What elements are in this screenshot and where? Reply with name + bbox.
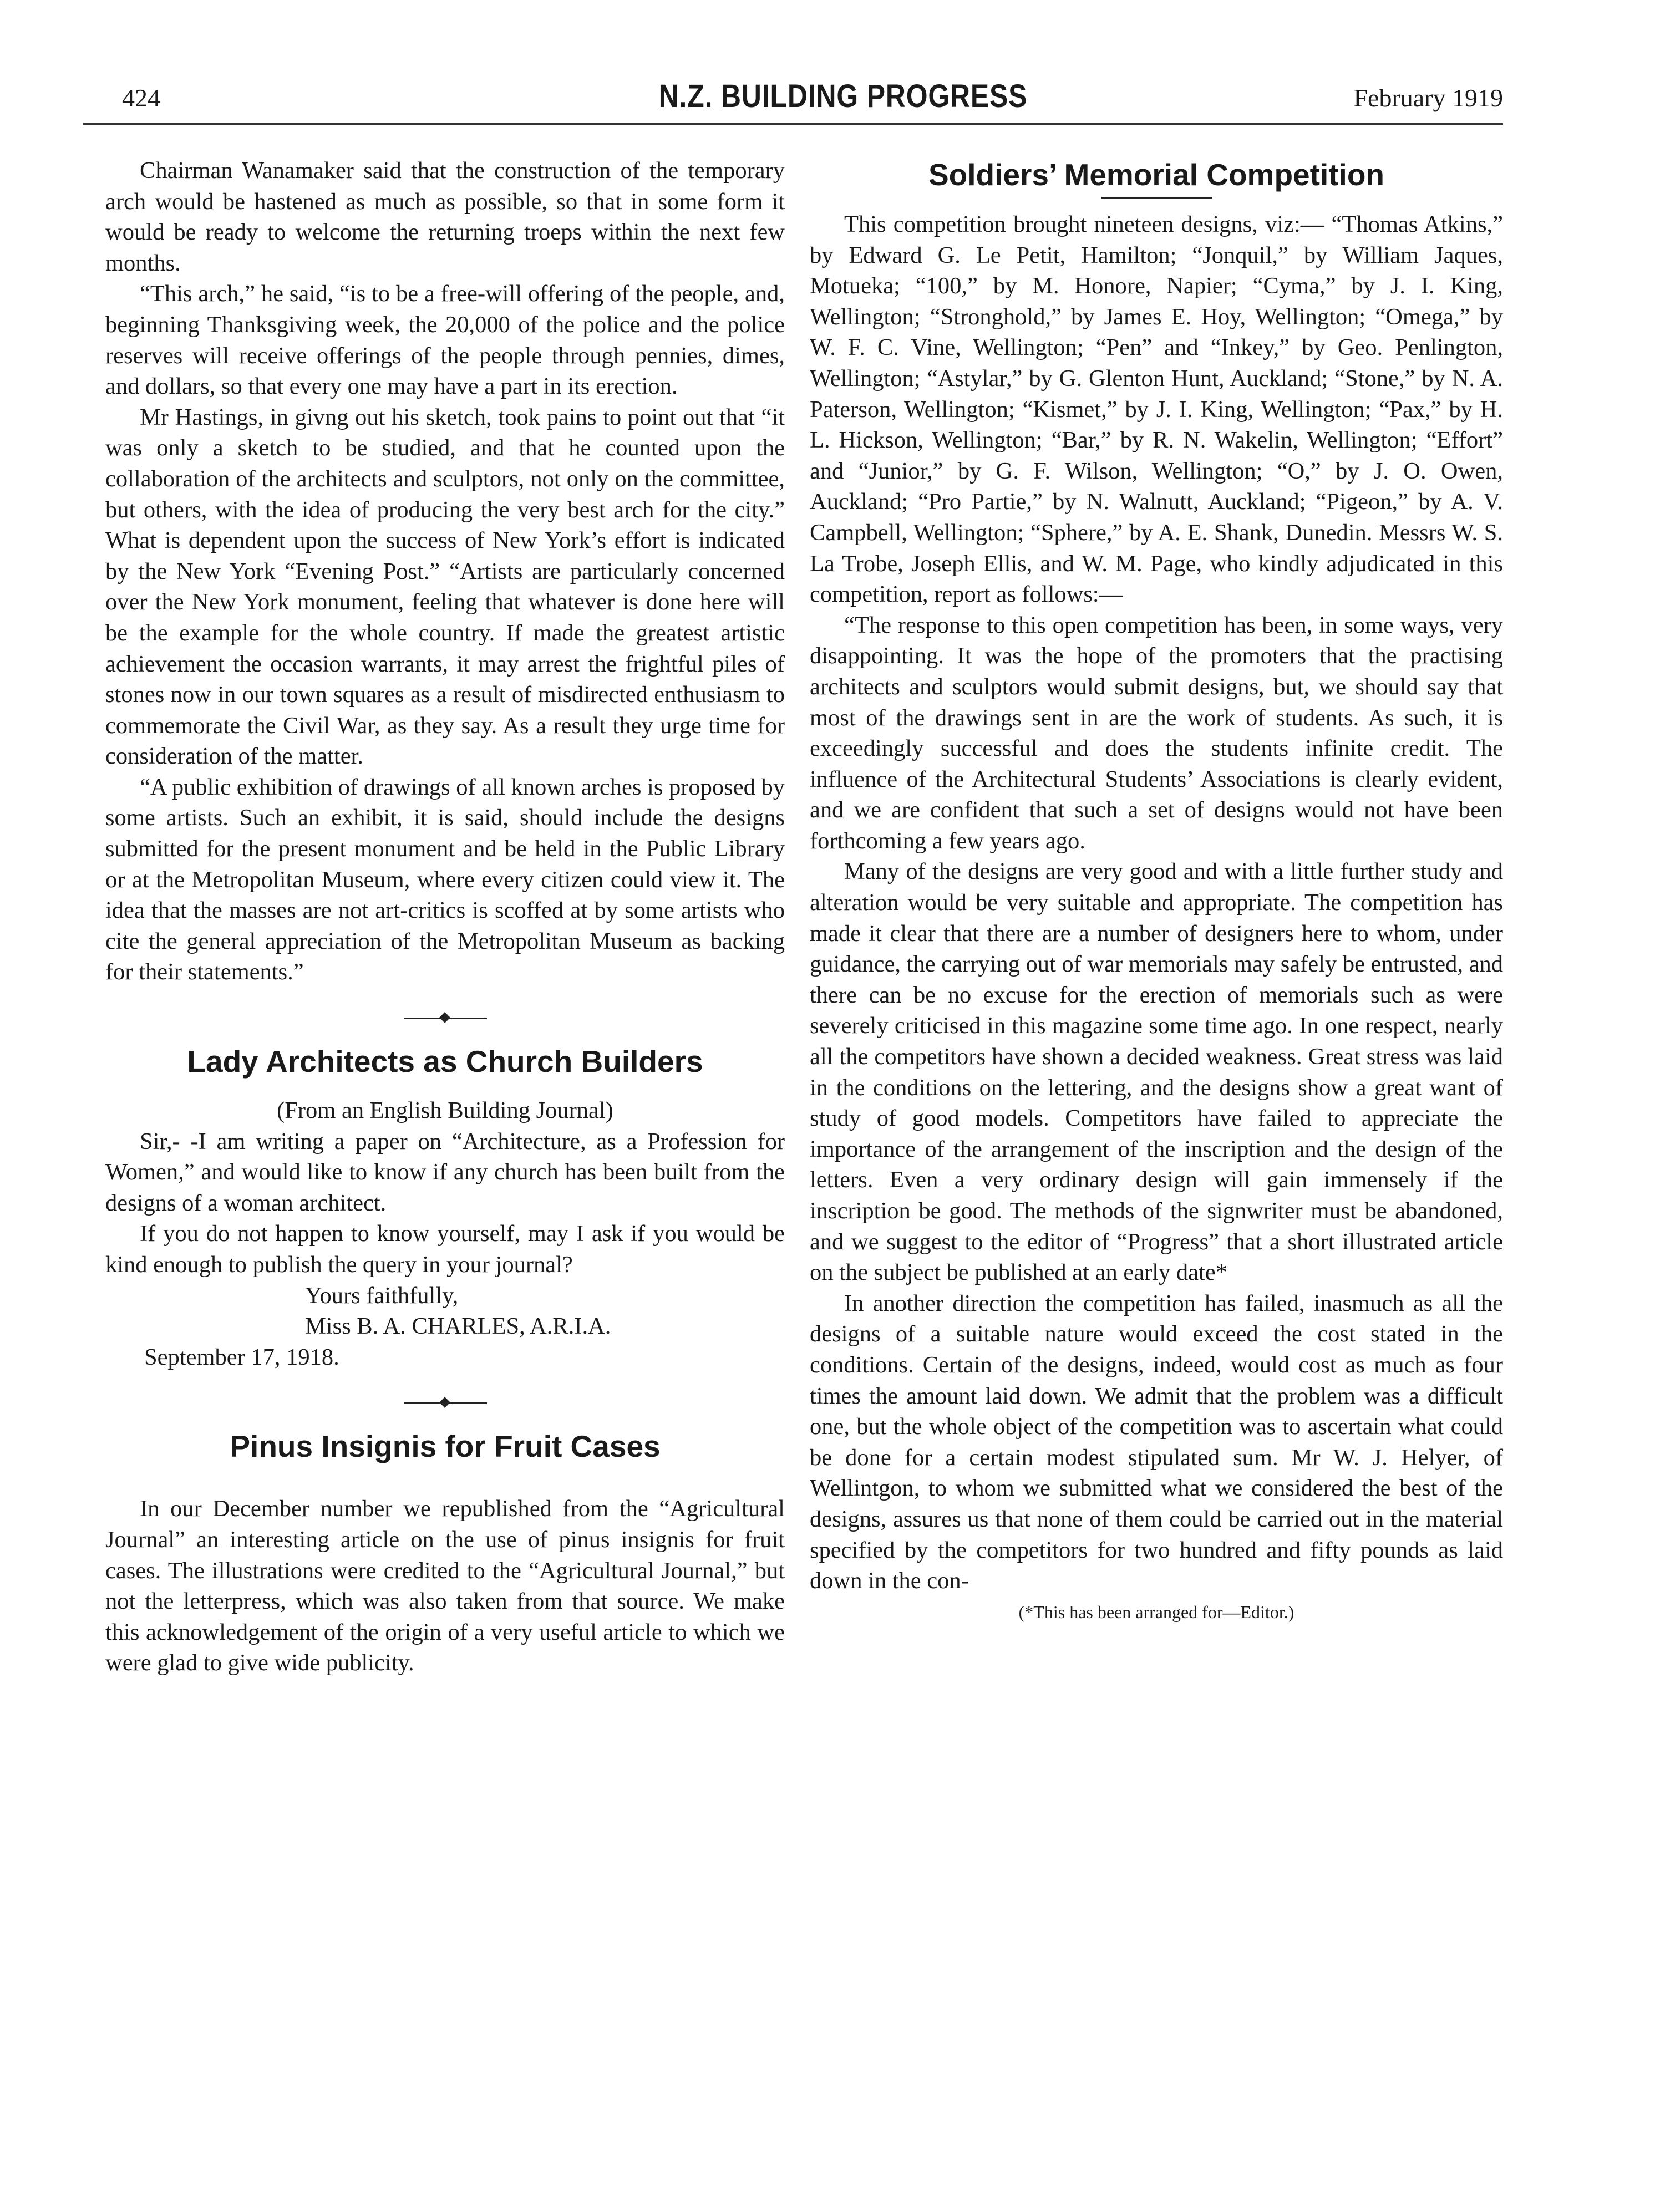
issue-date: February 1919 <box>1353 84 1503 112</box>
section-divider <box>404 1395 487 1411</box>
lady-architects-article <box>105 1042 785 1372</box>
article-title: Soldiers’ Memorial Competition <box>928 157 1385 192</box>
article-paragraph: “A public exhibition of drawings of all known arches is proposed by some artists. Such an exhibit, it is said, should include the designs submitted for the present monument and be held in the Public Library or at the Metropolitan Museum, where every citizen could view it. The idea that the masses are not art-critics is scoffed at by some artists who cite the general appreciation of the Metropolitan Museum as backing for their statements.” <box>105 774 785 985</box>
article-paragraph: Mr Hastings, in givng out his sketch, took pains to point out that “it was only a sketch to be studied, and that he counted upon the collaboration of the architects and sculptors, not only on the committee, but others, with the idea of producing the very best arch for the city.” What is dependent upon the success of New York’s effort is indicated by the New York “Evening Post.” “Artists are particularly concerned over the New York monument, feeling that whatever is done here will be the example for the whole country. If made the greatest artistic achievement the occasion warrants, it may arrest the frightful piles of stones now in our town squares as a result of misdirected enthusiasm to commemorate the Civil War, as they say. As a result they urge time for consideration of the matter. <box>105 404 785 770</box>
editor-footnote: (*This has been arranged for—Editor.) <box>1018 1601 1294 1622</box>
article-title: Lady Architects as Church Builders <box>187 1044 703 1079</box>
title-rule <box>1101 197 1212 199</box>
letter-date: September 17, 1918. <box>144 1344 339 1370</box>
page-number: 424 <box>122 84 160 112</box>
section-divider <box>404 1010 487 1026</box>
letter-paragraph: Sir,- -I am writing a paper on “Architecture, as a Profession for Women,” and would like to know if any church has been built from the designs of a woman architect. <box>105 1128 785 1216</box>
article-paragraph: Chairman Wanamaker said that the construction of the temporary arch would be hastened as much as possible, so that in some form it would be ready to welcome the returning troeps within the next few months. <box>105 157 785 276</box>
memorial-article <box>810 155 1503 1624</box>
divider-diamond-icon <box>439 1012 450 1023</box>
right-column <box>810 155 1503 1624</box>
article-title: Pinus Insignis for Fruit Cases <box>230 1429 661 1464</box>
magazine-title: N.Z. BUILDING PROGRESS <box>658 78 1028 114</box>
page-header <box>83 78 1503 122</box>
article-paragraph: “This arch,” he said, “is to be a free-will offering of the people, and, beginning Thanksgiving week, the 20,000 of the police and the police reserves will receive offerings of the people through pennies, dimes, and dollars, so that every one may have a part in its erection. <box>105 281 785 400</box>
pinus-article <box>105 1427 785 1679</box>
article-paragraph: In another direction the competition has failed, inasmuch as all the designs of a suitable nature would exceed the cost stated in the conditions. Certain of the designs, indeed, would cost as much as four times the amount laid down. We admit that the problem was a difficult one, but the whole object of the competition was to ascertain what could be done for a certain modest stipulated sum. Mr W. J. Helyer, of Wellintgon, to whom we submitted what we considered the best of the designs, assures us that none of them could be carried out in the material specified by the competitors for two hundred and fifty pounds as laid down in the con- <box>810 1290 1503 1594</box>
letter-closing: Yours faithfully, <box>305 1282 459 1309</box>
left-column <box>105 155 785 1679</box>
letter-signature: Miss B. A. CHARLES, A.R.I.A. <box>305 1313 611 1340</box>
arch-article <box>105 155 785 988</box>
letter-paragraph: If you do not happen to know yourself, may I ask if you would be kind enough to publish the query in your journal? <box>105 1221 785 1278</box>
article-source: (From an English Building Journal) <box>277 1097 613 1124</box>
divider-diamond-icon <box>439 1397 450 1408</box>
article-paragraph: This competition brought nineteen designs, viz:— “Thomas Atkins,” by Edward G. Le Petit, Hamilton; “Jonquil,” by William Jaques, Motueka; “100,” by M. Honore, Napier; “Cyma,” by J. I. King, Wellington; “Stronghold,” by James E. Hoy, Wellington; “Omega,” by W. F. C. Vine, Wellington; “Pen” and “Inkey,” by Geo. Penlington, Wellington; “Astylar,” by G. Glenton Hunt, Auckland; “Stone,” by N. A. Paterson, Wellington; “Kismet,” by J. I. King, Wellington; “Pax,” by H. L. Hickson, Wellington; “Bar,” by R. N. Wakelin, Wellington; “Effort” and “Junior,” by G. F. Wilson, Wellington; “O,” by J. O. Owen, Auckland; “Pro Partie,” by N. Walnutt, Auckland; “Pigeon,” by A. V. Campbell, Wellington; “Sphere,” by A. E. Shank, Dunedin. Messrs W. S. La Trobe, Joseph Ellis, and W. M. Page, who kindly adjudicated in this competition, report as follows:— <box>810 211 1503 608</box>
article-paragraph: “The response to this open competition has been, in some ways, very disappointing. It was the hope of the promoters that the practising architects and sculptors would submit designs, but, we should say that most of the drawings sent in are the work of students. As such, it is exceedingly successful and does the students infinite credit. The influence of the Architectural Students’ Associations is clearly evident, and we are confident that such a set of designs would not have been forthcoming a few years ago. <box>810 612 1503 854</box>
article-paragraph: Many of the designs are very good and with a little further study and alteration would be very suitable and appropriate. The competition has made it clear that there are a number of designers here to whom, under guidance, the carrying out of war memorials may safely be entrusted, and there can be no excuse for the erection of memorials such as were severely criticised in this magazine some time ago. In one respect, nearly all the competitors have shown a decided weakness. Great stress was laid in the conditions on the lettering, and the designs show a great want of study of good models. Competitors have failed to appreciate the importance of the arrangement of the inscription and the design of the letters. Even a very ordinary design will gain immensely if the inscription be good. The methods of the signwriter must be abandoned, and we suggest to the editor of “Progress” that a short illustrated article on the subject be published at an early date* <box>810 858 1503 1286</box>
header-rule <box>83 123 1503 125</box>
article-paragraph: In our December number we republished from the “Agricultural Journal” an interesting article on the use of pinus insignis for fruit cases. The illustrations were credited to the “Agricultural Journal,” but not the letterpress, which was also taken from that source. We make this acknowledgement of the origin of a very useful article to which we were glad to give wide publicity. <box>105 1496 785 1676</box>
